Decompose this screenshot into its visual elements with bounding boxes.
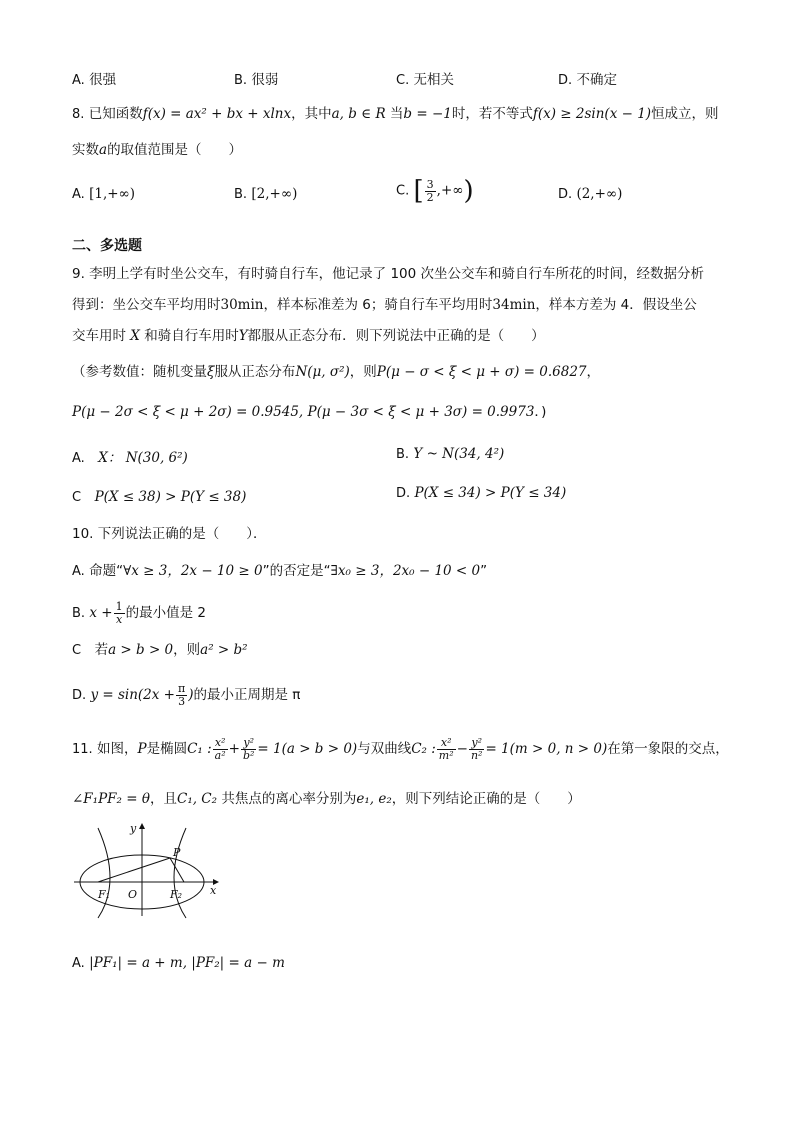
- q8-option-b: B. [2,+∞): [234, 186, 298, 202]
- q8-stem-line2: 实数a的取值范围是（ ）: [72, 142, 243, 158]
- q7-option-c: C. 无相关: [396, 72, 455, 88]
- q7-option-d: D. 不确定: [558, 72, 617, 88]
- q9-stem-line3: 交车用时 X 和骑自行车用时Y都服从正态分布．则下列说法中正确的是（ ）: [72, 328, 545, 344]
- section-heading: 二、多选题: [72, 238, 142, 254]
- q8-option-c: C. [ $\frac{3}{2}$ ,+∞): [396, 176, 474, 206]
- q9-reference-line2: P(μ − 2σ < ξ < μ + 2σ) = 0.9545, P(μ − 3σ < ξ < μ + 3σ) = 0.9973．): [72, 404, 547, 420]
- q11-stem-line2: ∠F₁PF₂ = θ，且C₁, C₂ 共焦点的离心率分别为e₁, e₂，则下列结论正确的是（ ）: [72, 791, 581, 807]
- q11-option-a: A. |PF₁| = a + m, |PF₂| = a − m: [72, 955, 285, 971]
- ellipse-hyperbola-figure: [70, 820, 230, 920]
- q10-option-d: D. y = sin(2x + $\frac{\pi}{3}$ )的最小正周期是 π: [72, 682, 301, 708]
- q7-option-b: B. 很弱: [234, 72, 279, 88]
- q11-stem-line1: 11. 如图，P是椭圆C₁ : $\frac{\text{x²}}{\text{a²}}$ + $\frac{\text{y²}}{\text{b²}}$ = 1(a > b > 0)与双曲线C₂ : $\frac{\text{x²}}{\text{m²}}$ − $\frac{\text{y²}}{\text{n²}}$ = 1(m > 0, n > 0)在第一象限的交点，: [72, 736, 729, 762]
- q9-stem-line1: 9. 李明上学有时坐公交车，有时骑自行车，他记录了 100 次坐公交车和骑自行车所花的时间，经数据分析: [72, 266, 705, 282]
- q8-stem-line1: 8. 已知函数f(x) = ax² + bx + xlnx，其中a, b ∈ R 当b = −1时，若不等式f(x) ≥ 2sin(x − 1)恒成立，则: [72, 106, 719, 122]
- fig-label-x: x: [210, 884, 217, 897]
- q9-reference-line1: （参考数值：随机变量ξ服从正态分布N(μ, σ²)，则P(μ − σ < ξ < μ + σ) = 0.6827，: [72, 364, 601, 380]
- q7-option-a: A. 很强: [72, 72, 117, 88]
- q9-option-a: A. X： N(30, 6²): [72, 450, 188, 466]
- q10-option-c: C 若a > b > 0，则a² > b²: [72, 642, 248, 658]
- fig-label-y: y: [130, 822, 137, 835]
- q10-stem: 10. 下列说法正确的是（ ）．: [72, 526, 267, 542]
- fig-label-f1: F₁: [98, 888, 111, 901]
- fig-label-p: P: [173, 846, 181, 859]
- q10-option-b: B. x + $\frac{1}{x}$ 的最小值是 2: [72, 600, 206, 626]
- q9-stem-line2: 得到：坐公交车平均用时30min，样本标准差为 6；骑自行车平均用时34min，样本方差为 4．假设坐公: [72, 297, 697, 313]
- fig-label-o: O: [128, 888, 138, 901]
- q9-option-b: B. Y ~ N(34, 4²): [396, 446, 505, 462]
- q9-option-d: D. P(X ≤ 34) > P(Y ≤ 34): [396, 485, 567, 501]
- q10-option-a: A. 命题“∀x ≥ 3，2x − 10 ≥ 0”的否定是“∃x₀ ≥ 3，2x₀ − 10 < 0”: [72, 563, 488, 579]
- fig-label-f2: F₂: [170, 888, 183, 901]
- q9-option-c: C P(X ≤ 38) > P(Y ≤ 38): [72, 489, 247, 505]
- q8-option-d: D. (2,+∞): [558, 186, 623, 202]
- q8-option-a: A. [1,+∞): [72, 186, 136, 202]
